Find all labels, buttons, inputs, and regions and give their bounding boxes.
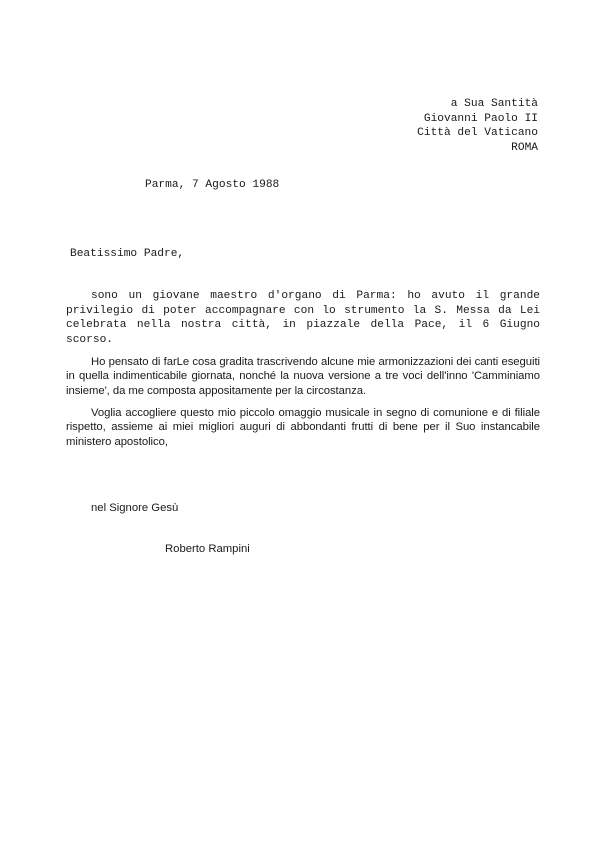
paragraph-2: Ho pensato di farLe cosa gradita trascrivendo alcune mie armonizzazioni dei canti eseguiti in quella indimenticabile giornata, nonché la nuova versione a tre voci dell'inno 'Camminiamo insieme', da me composta appositamente per la circostanza. <box>66 355 540 397</box>
recipient-line-3: Città del Vaticano <box>417 127 538 139</box>
salutation: Beatissimo Padre, <box>70 248 185 260</box>
recipient-line-4: ROMA <box>511 141 538 154</box>
letter-body <box>66 289 540 457</box>
recipient-line-1: a Sua Santità <box>450 98 538 110</box>
paragraph-3: Voglia accogliere questo mio piccolo omaggio musicale in segno di comunione e di filiale rispetto, assieme ai miei migliori auguri di abbondanti frutti di bene per il Suo instancabile ministero apostolico, <box>66 406 540 448</box>
closing-phrase: nel Signore Gesù <box>91 502 179 514</box>
recipient-address <box>417 97 538 155</box>
paragraph-1: sono un giovane maestro d'organo di Parma: ho avuto il grande privilegio di poter accompagnare con lo strumento la S. Messa da Lei celebrata nella nostra città, in piazzale della Pace, il 6 Giugno scorso. <box>66 290 540 346</box>
recipient-line-2: Giovanni Paolo II <box>423 112 538 125</box>
signature-name: Roberto Rampini <box>165 543 250 555</box>
place-date: Parma, 7 Agosto 1988 <box>145 179 280 191</box>
